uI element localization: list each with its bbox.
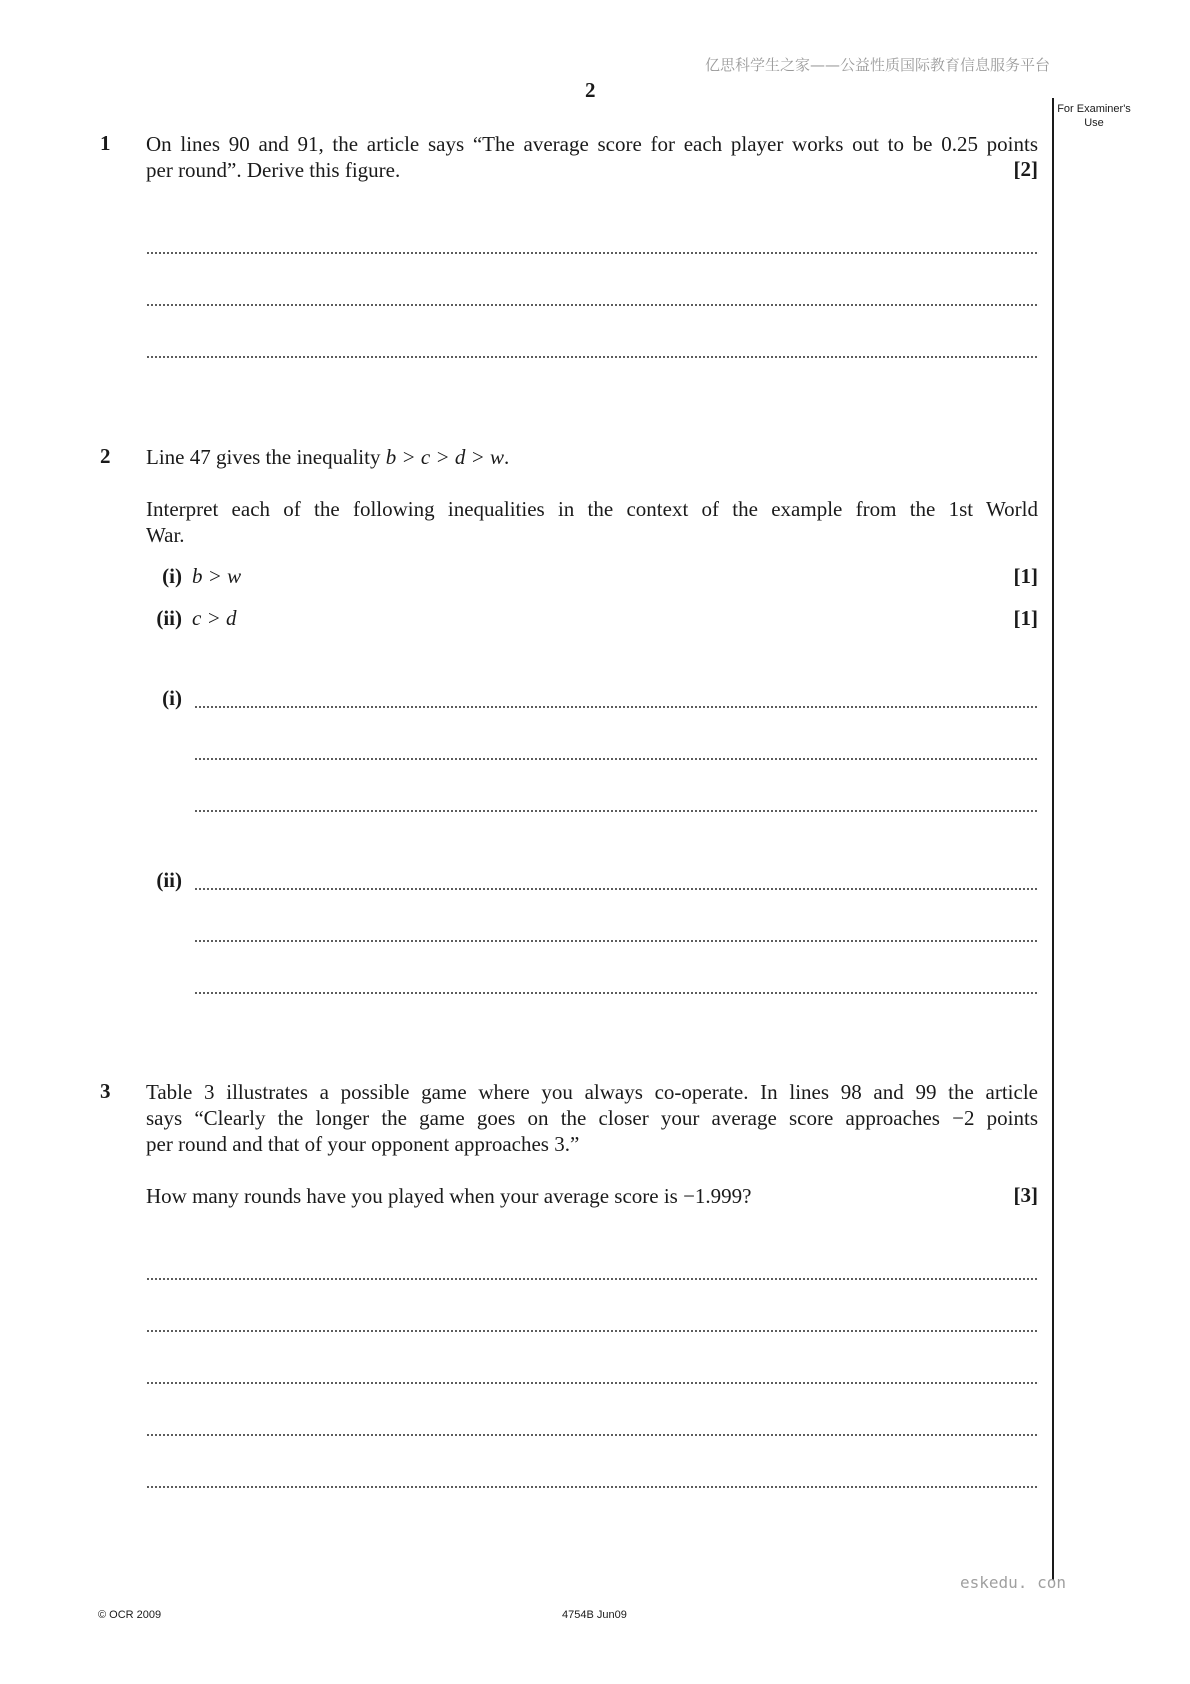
part-ii-expression: c > d <box>192 606 237 630</box>
question-3-question: How many rounds have you played when your average score is −1.999? <box>146 1184 752 1208</box>
answer-line[interactable] <box>146 252 1038 254</box>
question-2-number: 2 <box>100 444 111 468</box>
answer-line[interactable] <box>194 992 1038 994</box>
answer-line[interactable] <box>146 1330 1038 1332</box>
question-3-number: 3 <box>100 1079 111 1103</box>
part-ii-label: (ii) <box>156 606 182 630</box>
question-2-instruction-line1: Interpret each of the following inequalities in the context of the example from the 1st World <box>146 497 1038 521</box>
question-3-text-line3: per round and that of your opponent approaches 3.” <box>146 1132 580 1156</box>
footer-watermark: eskedu. con <box>960 1573 1066 1592</box>
part-ii-marks: [1] <box>1013 606 1038 630</box>
answer-i-label: (i) <box>162 686 182 710</box>
part-i-label: (i) <box>162 564 182 588</box>
question-3-marks: [3] <box>1013 1183 1038 1207</box>
part-i-marks: [1] <box>1013 564 1038 588</box>
footer-paper-code: 4754B Jun09 <box>562 1609 627 1621</box>
question-3-text-line1: Table 3 illustrates a possible game where you always co-operate. In lines 98 and 99 the article <box>146 1080 1038 1104</box>
answer-line[interactable] <box>194 758 1038 760</box>
header-watermark: 亿思科学生之家——公益性质国际教育信息服务平台 <box>704 56 1050 74</box>
answer-ii-label: (ii) <box>156 868 182 892</box>
answer-line[interactable] <box>146 1278 1038 1280</box>
answer-line[interactable] <box>194 940 1038 942</box>
answer-line[interactable] <box>194 706 1038 708</box>
examiner-margin-rule <box>1052 98 1054 1580</box>
answer-line[interactable] <box>146 1434 1038 1436</box>
question-1-number: 1 <box>100 131 111 155</box>
answer-line[interactable] <box>194 888 1038 890</box>
answer-line[interactable] <box>146 1382 1038 1384</box>
examiner-use-note: For Examiner's Use <box>1057 103 1131 129</box>
question-1-text-line1: On lines 90 and 91, the article says “The average score for each player works out to be 0.25 points <box>146 132 1038 156</box>
answer-line[interactable] <box>194 810 1038 812</box>
part-i-expression: b > w <box>192 564 242 588</box>
question-1-text-line2: per round”. Derive this figure. <box>146 158 401 182</box>
question-2-instruction-line2: War. <box>146 523 185 547</box>
answer-line[interactable] <box>146 304 1038 306</box>
answer-line[interactable] <box>146 356 1038 358</box>
answer-line[interactable] <box>146 1486 1038 1488</box>
footer-copyright: © OCR 2009 <box>98 1609 162 1621</box>
question-1-marks: [2] <box>1013 157 1038 181</box>
question-2-intro: Line 47 gives the inequality b > c > d > w. <box>146 445 510 469</box>
page-number: 2 <box>585 78 596 102</box>
question-3-text-line2: says “Clearly the longer the game goes on the closer your average score approaches −2 points <box>146 1106 1038 1130</box>
